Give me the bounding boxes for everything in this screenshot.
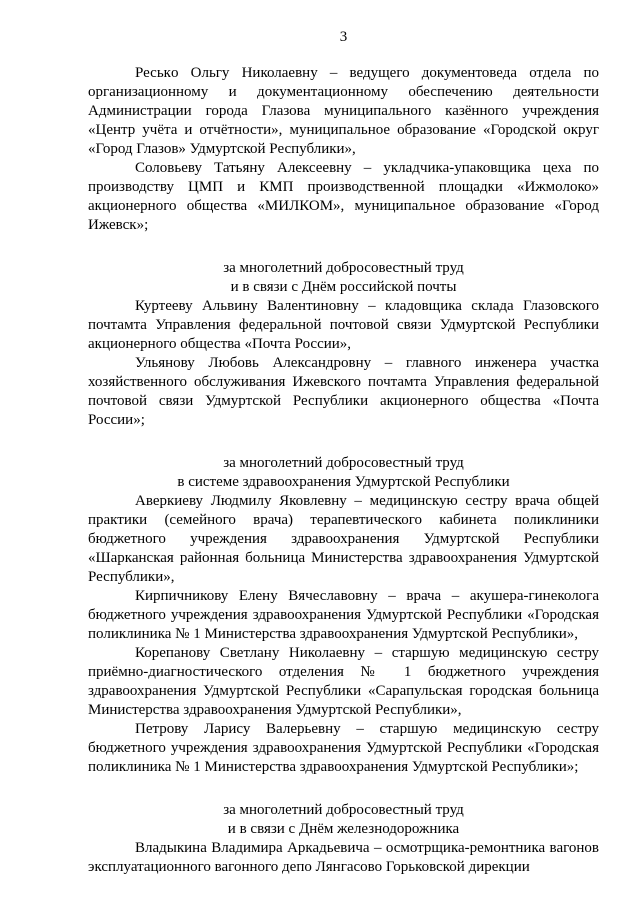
- award-entry: Ульянову Любовь Александровну – главного инженера участка хозяйственного обслуживания Ижевского почтамта Управления федеральной почтовой связи Удмуртской Республики акционерного общества «Почта России»;: [88, 355, 599, 428]
- award-entry: Владыкина Владимира Аркадьевича – осмотрщика-ремонтника вагонов эксплуатационного вагонного депо Лянгасово Горьковской дирекции: [88, 840, 599, 875]
- section-gap: [88, 235, 599, 259]
- section-healthcare: [88, 454, 599, 777]
- award-entry: Петрову Ларису Валерьевну – старшую медицинскую сестру бюджетного учреждения здравоохранения Удмуртской Республики «Городская поликлиника № 1 Министерства здравоохранения Удмуртской Республики»;: [88, 721, 599, 775]
- section-heading-line: за многолетний добросовестный труд: [223, 260, 464, 276]
- page-number: 3: [339, 29, 348, 45]
- section-heading: [88, 454, 599, 492]
- award-entry: Реськo Ольгу Николаевну – ведущего документоведа отдела по организационному и документационному обеспечению деятельности Администрации города Глазова муниципального казённого учреждения «Центр учёта и отчётности», муниципальное образование «Городской округ «Город Глазов» Удмуртской Республики»,: [88, 65, 599, 157]
- intro-block: [88, 64, 599, 235]
- section-heading: [88, 259, 599, 297]
- section-gap: [88, 430, 599, 454]
- award-entry: Корепанову Светлану Николаевну – старшую медицинскую сестру приёмно-диагностического отделения № 1 бюджетного учреждения здравоохранения Удмуртской Республики «Сарапульская городская больница Министерства здравоохранения Удмуртской Республики»,: [88, 645, 599, 718]
- award-entry: Кирпичникову Елену Вячеславовну – врача – акушера-гинеколога бюджетного учреждения здравоохранения Удмуртской Республики «Городская поликлиника № 1 Министерства здравоохранения Удмуртской Республики»,: [88, 588, 599, 642]
- section-heading: [88, 801, 599, 839]
- section-post-day: [88, 259, 599, 430]
- section-railway-day: [88, 801, 599, 877]
- section-heading-line: и в связи с Днём железнодорожника: [227, 821, 460, 837]
- award-entry: Соловьеву Татьяну Алексеевну – укладчика-упаковщика цеха по производству ЦМП и КМП производственной площадки «Ижмолоко» акционерного общества «МИЛКОМ», муниципальное образование «Город Ижевск»;: [88, 160, 599, 233]
- section-gap: [88, 777, 599, 801]
- section-heading-line: и в связи с Днём российской почты: [230, 279, 457, 295]
- award-entry: Аверкиеву Людмилу Яковлевну – медицинскую сестру врача общей практики (семейного врача) терапевтического кабинета поликлиники бюджетного учреждения здравоохранения Удмуртской Республики «Шарканская районная больница Министерства здравоохранения Удмуртской Республики»,: [88, 493, 599, 585]
- section-heading-line: в системе здравоохранения Удмуртской Республики: [177, 474, 510, 490]
- section-heading-line: за многолетний добросовестный труд: [223, 455, 464, 471]
- section-heading-line: за многолетний добросовестный труд: [223, 802, 464, 818]
- award-entry: Куртееву Альвину Валентиновну – кладовщика склада Глазовского почтамта Управления федеральной почтовой связи Удмуртской Республики акционерного общества «Почта России»,: [88, 298, 599, 352]
